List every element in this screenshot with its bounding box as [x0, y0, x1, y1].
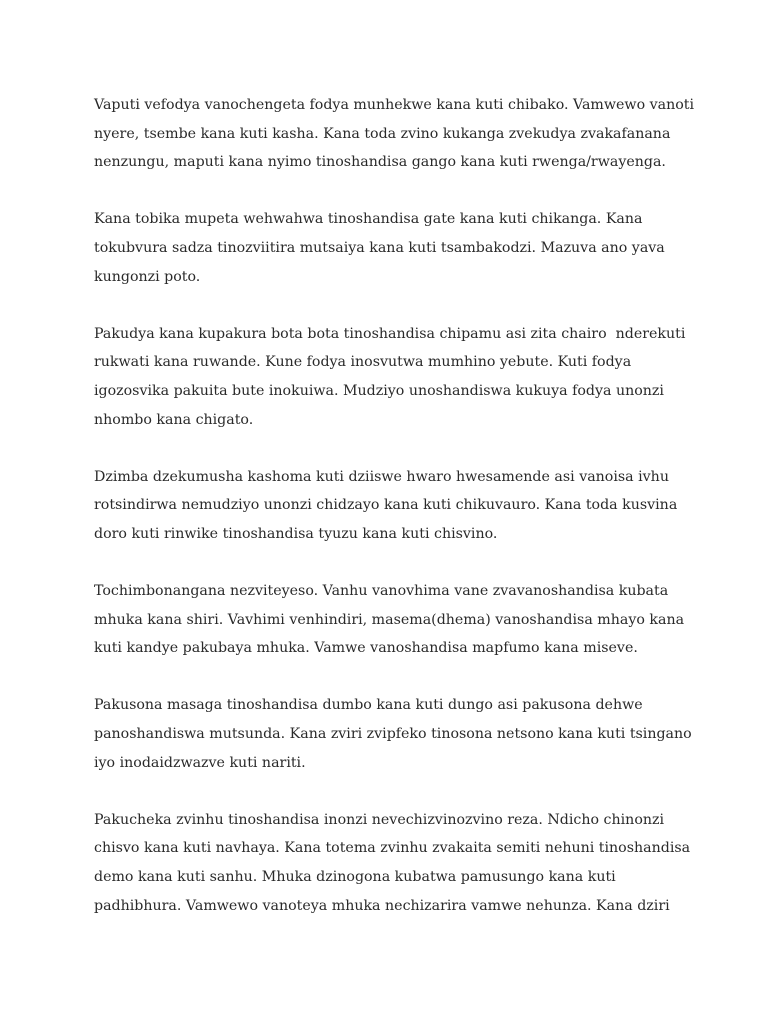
text-line: rotsindirwa nemudziyo unonzi chidzayo kana kuti chikuvauro. Kana toda kusvina: [94, 497, 678, 514]
text-line: Pakucheka zvinhu tinoshandisa inonzi nevechizvinozvino reza. Ndicho chinonzi: [94, 811, 665, 828]
text-line: rukwati kana ruwande. Kune fodya inosvutwa mumhino yebute. Kuti fodya: [94, 354, 632, 371]
text-line: kuti kandye pakubaya mhuka. Vamwe vanoshandisa mapfumo kana miseve.: [94, 640, 638, 657]
text-line: igozosvika pakuita bute inokuiwa. Mudziyo unoshandiswa kukuya fodya unonzi: [94, 382, 664, 399]
text-line: tokubvura sadza tinozviitira mutsaiya kana kuti tsambakodzi. Mazuva ano yava: [94, 239, 665, 256]
text-line: chisvo kana kuti navhaya. Kana totema zvinhu zvakaita semiti nehuni tinoshandisa: [94, 840, 691, 857]
text-line: nyere, tsembe kana kuti kasha. Kana toda zvino kukanga zvekudya zvakafanana: [94, 125, 671, 142]
paragraph-5: [94, 577, 694, 663]
text-line: Tochimbonangana nezviteyeso. Vanhu vanovhima vane zvavanoshandisa kubata: [94, 583, 669, 600]
text-line: doro kuti rinwike tinoshandisa tyuzu kana kuti chisvino.: [94, 525, 498, 542]
document-body: [94, 91, 694, 949]
text-line: Pakudya kana kupakura bota bota tinoshandisa chipamu asi zita chairo nderekuti: [94, 325, 686, 342]
paragraph-4: [94, 463, 694, 549]
text-line: Pakusona masaga tinoshandisa dumbo kana kuti dungo asi pakusona dehwe: [94, 697, 643, 714]
paragraph-2: [94, 205, 694, 291]
text-line: Kana tobika mupeta wehwahwa tinoshandisa gate kana kuti chikanga. Kana: [94, 211, 643, 228]
paragraph-7: [94, 806, 694, 920]
text-line: kungonzi poto.: [94, 268, 201, 285]
text-line: iyo inodaidzwazve kuti nariti.: [94, 754, 306, 771]
text-line: Dzimba dzekumusha kashoma kuti dziiswe hwaro hwesamende asi vanoisa ivhu: [94, 468, 669, 485]
text-line: nenzungu, maputi kana nyimo tinoshandisa gango kana kuti rwenga/rwayenga.: [94, 154, 666, 171]
text-line: Vaputi vefodya vanochengeta fodya munhekwe kana kuti chibako. Vamwewo vanoti: [94, 97, 695, 113]
paragraph-6: [94, 691, 694, 777]
text-line: demo kana kuti sanhu. Mhuka dzinogona kubatwa pamusungo kana kuti: [94, 869, 616, 886]
paragraph-1: [94, 91, 694, 177]
text-line: padhibhura. Vamwewo vanoteya mhuka nechizarira vamwe nehunza. Kana dziri: [94, 897, 670, 914]
text-line: nhombo kana chigato.: [94, 411, 254, 428]
paragraph-3: [94, 320, 694, 434]
text-line: mhuka kana shiri. Vavhimi venhindiri, masema(dhema) vanoshandisa mhayo kana: [94, 611, 685, 628]
text-line: panoshandiswa mutsunda. Kana zviri zvipfeko tinosona netsono kana kuti tsingano: [94, 726, 692, 743]
